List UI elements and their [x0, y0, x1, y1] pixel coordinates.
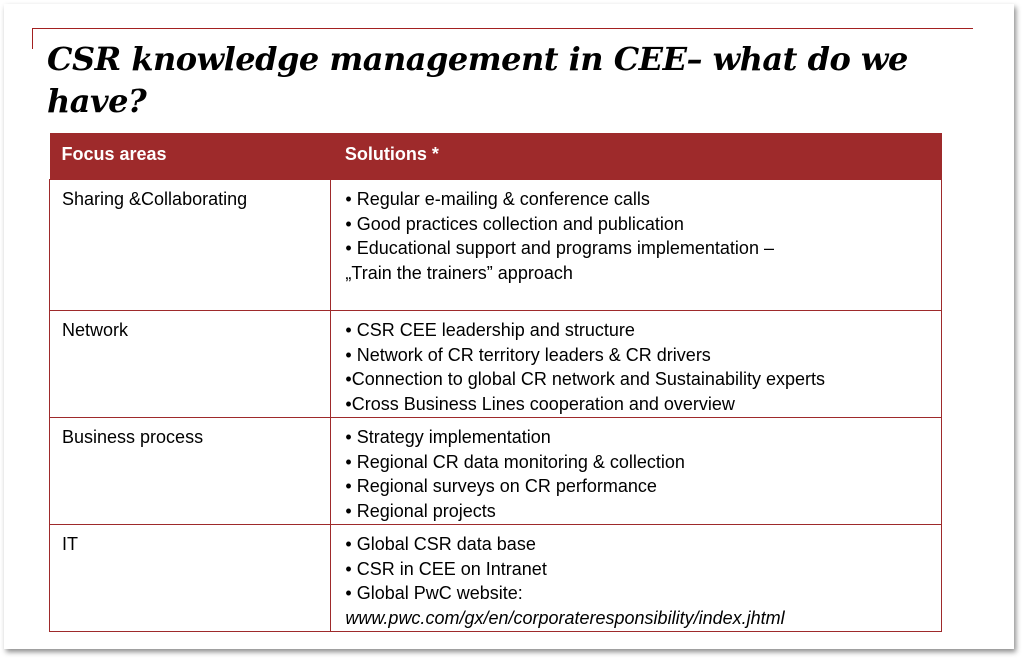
solution-item: • Network of CR territory leaders & CR drivers [345, 344, 711, 365]
solution-item: •Cross Business Lines cooperation and overview [345, 393, 735, 414]
solutions-cell [331, 180, 942, 311]
pwc-website-url: www.pwc.com/gx/en/corporateresponsibility/index.jhtml [345, 607, 785, 628]
solution-item: „Train the trainers” approach [345, 262, 573, 283]
table-header-row [50, 133, 942, 180]
focus-area-cell: Business process [50, 418, 331, 525]
solutions-cell [331, 525, 942, 632]
table-row [50, 180, 942, 311]
solutions-cell [331, 311, 942, 418]
solution-item: • Regional surveys on CR performance [345, 476, 657, 496]
focus-solutions-table [49, 133, 942, 632]
table-row [50, 525, 942, 632]
solutions-cell [331, 418, 942, 525]
solution-item: • Regional CR data monitoring & collection [345, 451, 685, 472]
table-row [50, 418, 942, 525]
solution-item: • Global PwC website: [345, 583, 523, 603]
solution-item: • CSR CEE leadership and structure [345, 320, 635, 340]
focus-area-cell: IT [50, 525, 331, 632]
solution-item: •Connection to global CR network and Sustainability experts [345, 369, 825, 389]
table-row [50, 311, 942, 418]
slide-title: CSR knowledge management in CEE– what do we have? [47, 40, 908, 120]
solution-item: • Global CSR data base [345, 534, 536, 554]
solution-item: • Regional projects [345, 500, 496, 521]
solution-item: • Educational support and programs implementation – [345, 238, 774, 258]
solution-item: • Good practices collection and publication [345, 213, 684, 234]
solution-item: • Strategy implementation [345, 427, 551, 447]
header-focus-areas: Focus areas [50, 133, 331, 180]
solution-item: • Regular e-mailing & conference calls [345, 189, 650, 209]
header-solutions: Solutions * [331, 133, 942, 180]
solution-item: • CSR in CEE on Intranet [345, 558, 547, 579]
focus-area-cell: Network [50, 311, 331, 418]
focus-area-cell: Sharing &Collaborating [50, 180, 331, 311]
